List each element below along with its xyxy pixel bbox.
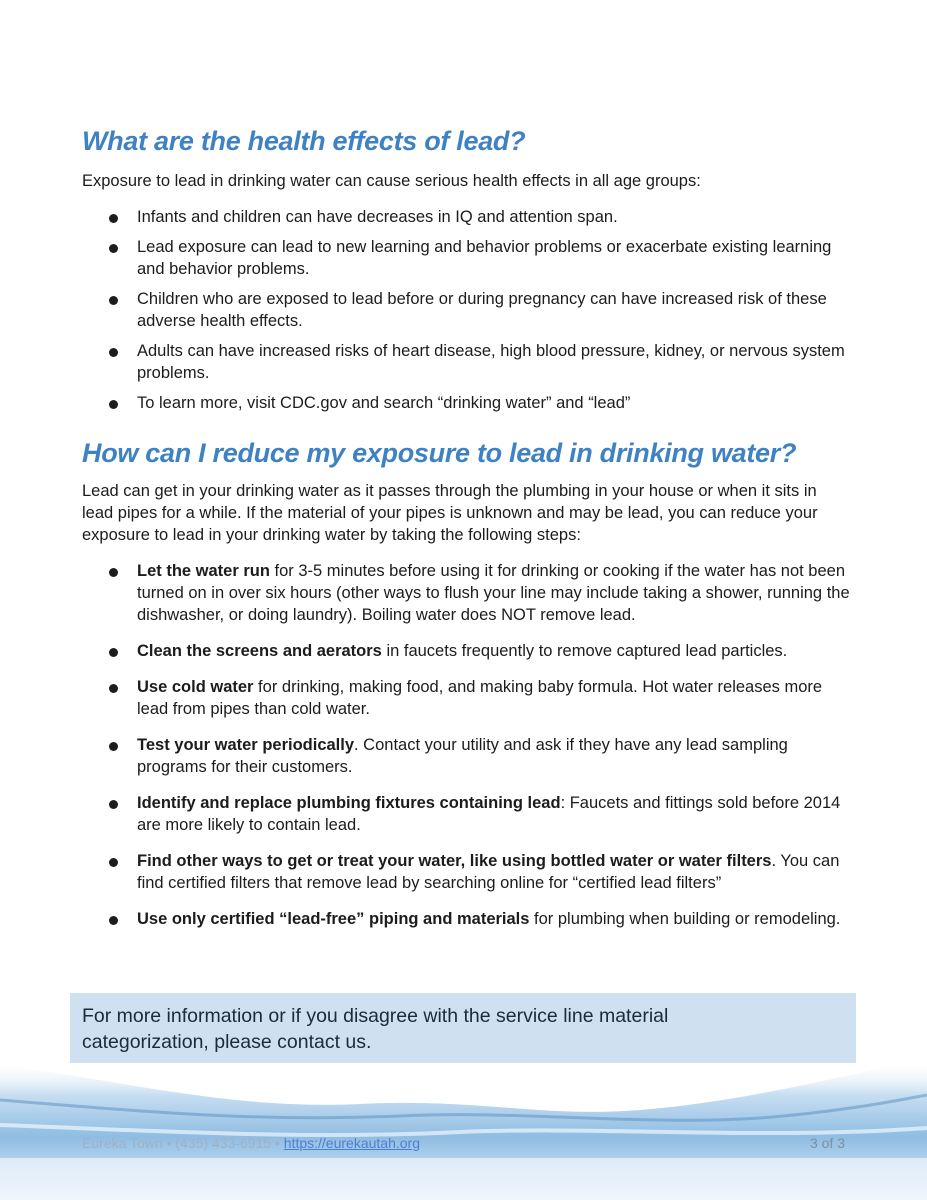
health-effects-heading: What are the health effects of lead? bbox=[82, 126, 526, 156]
bullet-icon bbox=[109, 800, 118, 809]
footer-org: Eureka Town • (435) 433-6915 • bbox=[82, 1135, 284, 1151]
bullet-icon bbox=[109, 916, 118, 925]
step-item: Use only certified “lead-free” piping and materials for plumbing when building or remodeling. bbox=[82, 908, 852, 930]
reduce-exposure-heading: How can I reduce my exposure to lead in drinking water? bbox=[82, 438, 797, 468]
step-item: Let the water run for 3-5 minutes before using it for drinking or cooking if the water has not been turned on in over six hours (other ways to flush your line may include taking a shower, running the dishwasher, or doing laundry). Boiling water does NOT remove lead. bbox=[82, 560, 852, 626]
bullet-icon bbox=[109, 296, 118, 305]
contact-callout-text: For more information or if you disagree with the service line material categorization, please contact us. bbox=[82, 1005, 669, 1053]
contact-callout-box bbox=[70, 993, 856, 1063]
bullet-icon bbox=[109, 742, 118, 751]
bullet-icon bbox=[109, 400, 118, 409]
health-effects-list bbox=[82, 206, 852, 414]
reduce-exposure-section bbox=[82, 436, 852, 930]
bullet-icon bbox=[109, 568, 118, 577]
bullet-icon bbox=[109, 684, 118, 693]
footer-contact bbox=[82, 1135, 420, 1151]
reduce-exposure-intro: Lead can get in your drinking water as it passes through the plumbing in your house or when it sits in lead pipes for a while. If the material of your pipes is unknown and may be lead, you can reduce your exposure to lead in your drinking water by taking the following steps: bbox=[82, 482, 818, 544]
bullet-icon bbox=[109, 648, 118, 657]
step-item: Use cold water for drinking, making food, and making baby formula. Hot water releases more lead from pipes than cold water. bbox=[82, 676, 852, 720]
health-effects-section bbox=[82, 124, 852, 414]
list-item: Infants and children can have decreases in IQ and attention span. bbox=[82, 206, 852, 228]
bullet-icon bbox=[109, 214, 118, 223]
water-splash-image bbox=[0, 1040, 927, 1200]
footer-website-link[interactable]: https://eurekautah.org bbox=[283, 1135, 420, 1151]
health-effects-intro: Exposure to lead in drinking water can cause serious health effects in all age groups: bbox=[82, 172, 701, 190]
list-item: Children who are exposed to lead before or during pregnancy can have increased risk of these adverse health effects. bbox=[82, 288, 852, 332]
page-number: 3 of 3 bbox=[809, 1135, 845, 1151]
step-item: Clean the screens and aerators in faucets frequently to remove captured lead particles. bbox=[82, 640, 852, 662]
bullet-icon bbox=[109, 244, 118, 253]
bullet-icon bbox=[109, 858, 118, 867]
step-item: Identify and replace plumbing fixtures containing lead: Faucets and fittings sold before 2014 are more likely to contain lead. bbox=[82, 792, 852, 836]
step-item: Find other ways to get or treat your water, like using bottled water or water filters. You can find certified filters that remove lead by searching online for “certified lead filters” bbox=[82, 850, 852, 894]
step-item: Test your water periodically. Contact your utility and ask if they have any lead sampling programs for their customers. bbox=[82, 734, 852, 778]
list-item: Lead exposure can lead to new learning and behavior problems or exacerbate existing learning and behavior problems. bbox=[82, 236, 852, 280]
reduce-exposure-steps bbox=[82, 560, 852, 930]
bullet-icon bbox=[109, 348, 118, 357]
list-item: Adults can have increased risks of heart disease, high blood pressure, kidney, or nervous system problems. bbox=[82, 340, 852, 384]
main-content bbox=[82, 124, 852, 944]
list-item: To learn more, visit CDC.gov and search “drinking water” and “lead” bbox=[82, 392, 852, 414]
